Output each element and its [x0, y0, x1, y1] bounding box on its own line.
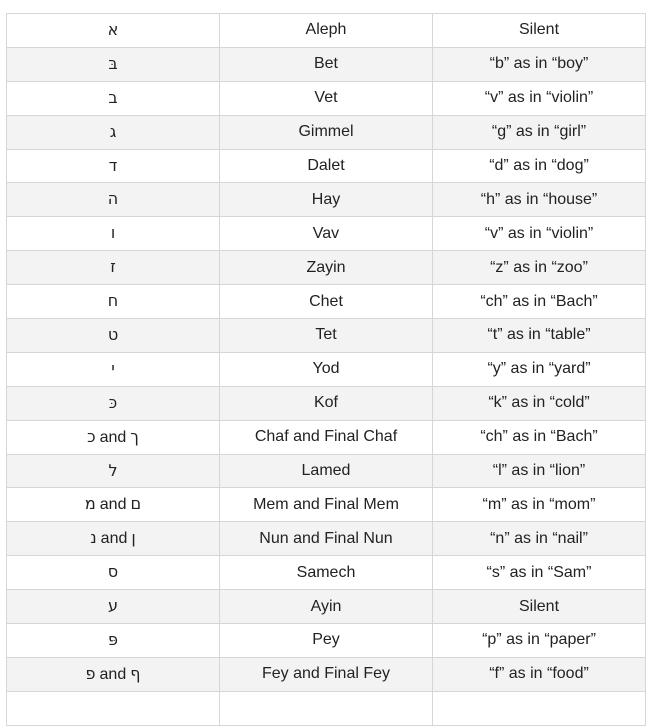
- hebrew-letter: ט: [107, 324, 119, 344]
- pronunciation-cell: Silent: [433, 14, 646, 48]
- pronunciation-cell: “d” as in “dog”: [433, 149, 646, 183]
- table-row: [7, 81, 646, 115]
- table-row: [7, 251, 646, 285]
- letter-name-cell: Kof: [220, 386, 433, 420]
- letter-cell: [7, 149, 220, 183]
- pronunciation-cell: “v” as in “violin”: [433, 217, 646, 251]
- table-row: [7, 522, 646, 556]
- letter-cell: [7, 657, 220, 691]
- letter-name-cell: Vet: [220, 81, 433, 115]
- table-row: [7, 47, 646, 81]
- pronunciation-cell: “b” as in “boy”: [433, 47, 646, 81]
- and-word: and: [99, 665, 127, 683]
- pronunciation-cell: “z” as in “zoo”: [433, 251, 646, 285]
- letter-name-cell: Bet: [220, 47, 433, 81]
- hebrew-letter: כ: [87, 426, 96, 446]
- pronunciation-cell: “t” as in “table”: [433, 319, 646, 353]
- letter-cell: [7, 624, 220, 658]
- letter-name-cell: Chet: [220, 285, 433, 319]
- table-row: [7, 454, 646, 488]
- pronunciation-cell: “s” as in “Sam”: [433, 556, 646, 590]
- hebrew-letter: ח: [107, 291, 119, 311]
- letter-name-cell: Gimmel: [220, 115, 433, 149]
- pronunciation-cell: “n” as in “nail”: [433, 522, 646, 556]
- hebrew-letter: ב: [108, 87, 118, 107]
- table-row: [7, 386, 646, 420]
- pronunciation-cell: [433, 691, 646, 725]
- hebrew-final-letter: ן: [131, 528, 136, 548]
- letter-name-cell: Yod: [220, 352, 433, 386]
- table-row: [7, 183, 646, 217]
- table-row: [7, 590, 646, 624]
- hebrew-letter: י: [111, 358, 115, 378]
- table-row-partial: [7, 691, 646, 725]
- table-row: [7, 420, 646, 454]
- letter-name-cell: Aleph: [220, 14, 433, 48]
- letter-cell: [7, 285, 220, 319]
- letter-name-cell: Hay: [220, 183, 433, 217]
- pronunciation-cell: “y” as in “yard”: [433, 352, 646, 386]
- pronunciation-cell: “ch” as in “Bach”: [433, 285, 646, 319]
- hebrew-letter: נ: [90, 528, 97, 548]
- hebrew-alphabet-table: [6, 13, 646, 726]
- table-row: [7, 657, 646, 691]
- pronunciation-cell: “v” as in “violin”: [433, 81, 646, 115]
- letter-name-cell: Chaf and Final Chaf: [220, 420, 433, 454]
- table-row: [7, 352, 646, 386]
- hebrew-letter: פּ: [108, 629, 118, 649]
- letter-name-cell: Fey and Final Fey: [220, 657, 433, 691]
- hebrew-letter: מ: [84, 494, 96, 514]
- letter-cell: [7, 556, 220, 590]
- and-word: and: [99, 496, 127, 514]
- table-row: [7, 217, 646, 251]
- letter-cell: [7, 488, 220, 522]
- hebrew-letter: בּ: [108, 53, 118, 73]
- pronunciation-cell: “k” as in “cold”: [433, 386, 646, 420]
- hebrew-alphabet-table-container: [6, 13, 643, 726]
- pronunciation-cell: “g” as in “girl”: [433, 115, 646, 149]
- letter-name-cell: Dalet: [220, 149, 433, 183]
- letter-cell: [7, 454, 220, 488]
- letter-cell: [7, 522, 220, 556]
- hebrew-letter: כּ: [108, 392, 118, 412]
- and-word: and: [100, 530, 128, 548]
- hebrew-final-letter: ם: [130, 494, 142, 514]
- letter-name-cell: Zayin: [220, 251, 433, 285]
- letter-cell: [7, 420, 220, 454]
- letter-name-cell: Ayin: [220, 590, 433, 624]
- letter-cell: [7, 217, 220, 251]
- letter-cell: [7, 590, 220, 624]
- letter-name-cell: Lamed: [220, 454, 433, 488]
- table-row: [7, 624, 646, 658]
- letter-name-cell: Vav: [220, 217, 433, 251]
- hebrew-letter: ה: [107, 189, 119, 209]
- hebrew-final-letter: ף: [130, 663, 141, 683]
- pronunciation-cell: “m” as in “mom”: [433, 488, 646, 522]
- pronunciation-cell: “f” as in “food”: [433, 657, 646, 691]
- hebrew-letter: ז: [110, 257, 116, 277]
- letter-cell: [7, 14, 220, 48]
- letter-cell: [7, 47, 220, 81]
- letter-cell: [7, 691, 220, 725]
- table-row: [7, 115, 646, 149]
- table-row: [7, 556, 646, 590]
- letter-cell: [7, 115, 220, 149]
- hebrew-letter: ו: [110, 223, 116, 243]
- letter-name-cell: [220, 691, 433, 725]
- pronunciation-cell: “p” as in “paper”: [433, 624, 646, 658]
- and-word: and: [99, 428, 127, 446]
- letter-cell: [7, 386, 220, 420]
- letter-cell: [7, 319, 220, 353]
- letter-cell: [7, 81, 220, 115]
- hebrew-letter: ל: [108, 460, 118, 480]
- pronunciation-cell: “l” as in “lion”: [433, 454, 646, 488]
- letter-cell: [7, 251, 220, 285]
- hebrew-letter: ס: [107, 562, 119, 582]
- table-row: [7, 149, 646, 183]
- pronunciation-cell: Silent: [433, 590, 646, 624]
- letter-name-cell: Tet: [220, 319, 433, 353]
- hebrew-letter: ע: [107, 596, 118, 616]
- hebrew-letter: פ: [85, 663, 96, 683]
- letter-cell: [7, 183, 220, 217]
- hebrew-letter: א: [107, 19, 119, 39]
- hebrew-letter: ד: [108, 155, 118, 175]
- table-row: [7, 285, 646, 319]
- hebrew-final-letter: ך: [130, 426, 139, 446]
- letter-cell: [7, 352, 220, 386]
- letter-name-cell: Samech: [220, 556, 433, 590]
- letter-name-cell: Mem and Final Mem: [220, 488, 433, 522]
- letter-name-cell: Pey: [220, 624, 433, 658]
- hebrew-letter: ג: [109, 121, 117, 141]
- table-row: [7, 488, 646, 522]
- table-row: [7, 14, 646, 48]
- letter-name-cell: Nun and Final Nun: [220, 522, 433, 556]
- pronunciation-cell: “ch” as in “Bach”: [433, 420, 646, 454]
- pronunciation-cell: “h” as in “house”: [433, 183, 646, 217]
- table-row: [7, 319, 646, 353]
